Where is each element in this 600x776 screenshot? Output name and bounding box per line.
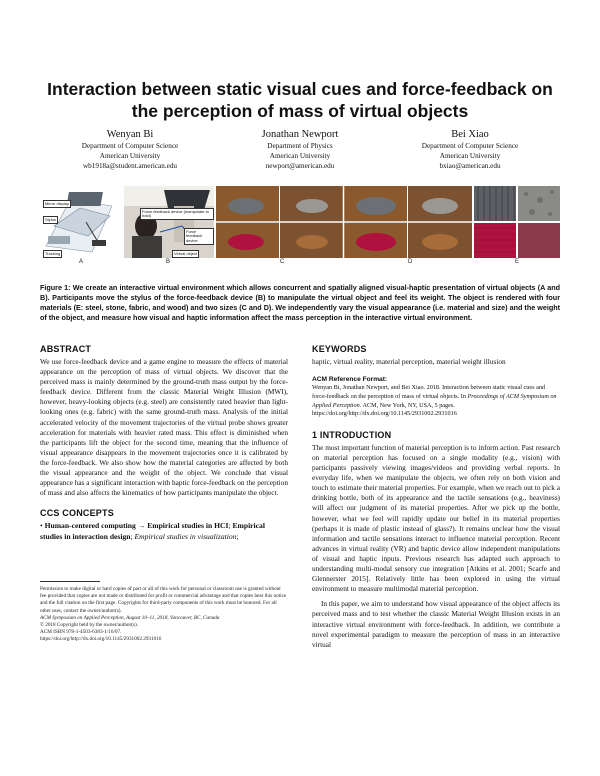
- acm-ref-post: . ACM, New York, NY, USA, 5 pages. https://doi.org/http://dx.doi.org/10.1145/2931002.2931016: [312, 401, 457, 418]
- ccs-term-3: Empirical studies in interaction design: [40, 521, 265, 541]
- author-univ: American University: [439, 152, 501, 160]
- author-dept: Department of Computer Science: [81, 142, 179, 150]
- label-tracking: Tracking: [45, 250, 61, 256]
- author-dept: Department of Computer Science: [421, 142, 519, 150]
- author-univ: American University: [269, 152, 331, 160]
- label-haptic: Force-feedback device (manipulate to hold): [140, 208, 214, 220]
- intro-heading: 1 INTRODUCTION: [312, 429, 392, 440]
- footnote-rule: [40, 581, 100, 582]
- keywords-text: haptic, virtual reality, material perception, material weight illusion: [312, 357, 506, 366]
- figure-panel-a: [40, 186, 122, 258]
- author-3: [380, 128, 560, 171]
- doi-line: https://doi.org/http://dx.doi.org/10.1145/2931002.2931016: [40, 636, 162, 643]
- label-virtual: Virtual object: [174, 250, 198, 256]
- figure-panel-e: [474, 186, 560, 258]
- teaser-figure: [40, 186, 560, 268]
- ccs-heading: CCS CONCEPTS: [40, 508, 114, 519]
- participant-photo: [124, 186, 214, 258]
- label-monitor: Force feedback device: [184, 228, 214, 245]
- ccs-term-1: Human-centered computing: [44, 521, 136, 531]
- ccs-bullet: •: [40, 521, 43, 531]
- author-name: Wenyan Bi: [106, 129, 154, 140]
- ccs-term-2: Empirical studies in HCI: [147, 521, 229, 531]
- ccs-term-4: Empirical studies in visualization: [134, 531, 237, 541]
- author-dept: Department of Physics: [267, 142, 333, 150]
- author-univ: American University: [99, 152, 161, 160]
- author-email: newport@american.edu: [265, 162, 335, 170]
- panel-letter-d: D: [408, 259, 413, 265]
- copyright-line: © 2018 Copyright held by the owner/author(s).: [40, 622, 139, 629]
- panel-letter-b: B: [166, 259, 171, 265]
- material-textures: [474, 186, 560, 258]
- intro-paragraph-1: The most important function of material perception is to inform action. Past research on material perception has focused on a single modality (e.g., vision) with participants passively viewing images/videos and providing verbal reports. In everyday life, when we manipulate the objects, we often rely on both vision and touch to estimate their material properties. For example, when we reach out to pick a drinking bottle, both of its appearance and the tactile sensations (e.g., heaviness) will affect our judgment of its material properties. After we pick up the bottle, however, what we feel will rapidly update our belief in its material properties (perhaps it is made of plastic instead of glass?). It remains unclear how the visual information and tactile sensations interact to influence material perception. Recent advances in virtual reality (VR) and haptic device allow independent manipulations of visual and haptic inputs. Previous research has adapted such approach to understanding multi-modal sensory cue integration [Atkins et al. 2001; Scarfe and Glennerster 2015]. Relatively little has been explored in using the virtual environment to measure multimodal material perception.: [312, 442, 560, 594]
- author-email: bxiao@american.edu: [439, 162, 501, 170]
- left-column: [40, 343, 288, 542]
- author-1: [40, 128, 220, 171]
- rendered-objects-grid: [216, 186, 472, 258]
- author-2: [210, 128, 390, 171]
- panel-letter-e: E: [515, 259, 520, 265]
- ccs-arrow: →: [137, 521, 146, 531]
- keywords-heading: KEYWORDS: [312, 344, 367, 354]
- label-stylus: Stylus: [45, 216, 56, 222]
- footnote: [40, 586, 288, 644]
- abstract-text: We use force-feedback device and a game engine to measure the effects of material appearance on the perception of mass of virtual objects. We discover that the perceived mass is mainly determined by the ground-truth mass output by the force-feedback device. Different from the classic Material Weight Illusion (MWI), however, heavy-looking objects (e.g. steel) are consistently rated heavier than light-looking ones (e.g. fabric) with the same ground-truth mass. Analysis of the initial accelerated velocity of the movement trajectories of the virtual probe shows greater acceleration for materials with heavier rated mass. This effect is diminished when the participants lift the object for the second time, meaning that the influence of visual appearance disappears in the movement trajectories once it is calibrated by the force-feedback. We also show how the material categories are affected by both the visual appearance and the weight of the object. We conclude that visual appearance has a significant interaction with haptic force-feedback on the perception of mass and also affects the kinematics of how participants manipulate the object.: [40, 357, 288, 498]
- abstract-heading: ABSTRACT: [40, 344, 92, 354]
- label-mirror: Mirror display: [45, 200, 70, 206]
- permission-notice: Permission to make digital or hard copies of part or all of this work for personal or classroom use is granted without fee provided that copies are not made or distributed for profit or commercial advantage and that copies bear this notice and the full citation on the first page. Copyrights for third-party components of this work must be honored. For all other uses, contact the owner/author(s).: [40, 586, 287, 614]
- author-name: Bei Xiao: [451, 129, 489, 140]
- ccs-sep: ;: [130, 531, 133, 541]
- figure-caption: Figure 1: We create an interactive virtual environment which allows concurrent and spatially aligned visual-haptic presentation of virtual objects (A and B). Participants move the stylus of the force-feedback device (B) to manipulate the virtual object and feel its weight. The object is rendered with four materials (E: steel, stone, fabric, and wood) and two sizes (C and D). We independently vary the visual appearance (i.e. material and size) and the weight of the object, and measure how visual and haptic information affect the mass perception in the interactive virtual environment.: [40, 283, 560, 323]
- acm-ref-venue: Proceedings of ACM Symposium on Applied Perception: [312, 392, 557, 409]
- author-name: Jonathan Newport: [261, 129, 339, 140]
- ccs-sep: ;: [228, 521, 231, 531]
- ccs-sep: ;: [236, 531, 239, 541]
- panel-letter-c: C: [280, 259, 285, 265]
- ccs-concepts: [40, 521, 288, 542]
- right-column: [312, 343, 560, 650]
- paper-title: Interaction between static visual cues and force-feedback on the perception of mass of virtual objects: [47, 79, 553, 121]
- intro-paragraph-2: In this paper, we aim to understand how visual appearance of the object affects its perceived mass and to test whether the classic Material Weight Illusion exists in an interactive virtual environment with force-feedback. In addition, we contribute a novel experimental paradigm to measure the perception of mass in an interactive virtual: [312, 599, 560, 649]
- panel-letter-a: A: [79, 259, 84, 265]
- author-email: wb1918a@student.american.edu: [82, 162, 178, 170]
- isbn-line: ACM ISBN 978-1-4503-6383-1/16/07.: [40, 629, 122, 636]
- figure-panel-b: [124, 186, 214, 258]
- acm-ref-heading: ACM Reference Format:: [312, 376, 388, 384]
- acm-ref-pre: Wenyan Bi, Jonathan Newport, and Bei Xiao. 2018. Interaction between static visual cues and force-feedback on the perception of mass of virtual objects. In: [312, 384, 546, 400]
- acm-ref-text: [312, 384, 560, 419]
- render-grid-cd: [216, 186, 472, 258]
- venue-line: ACM Symposium on Applied Perception, August 10–11, 2018, Vancouver, BC, Canada: [40, 614, 220, 621]
- author-block: [40, 128, 560, 180]
